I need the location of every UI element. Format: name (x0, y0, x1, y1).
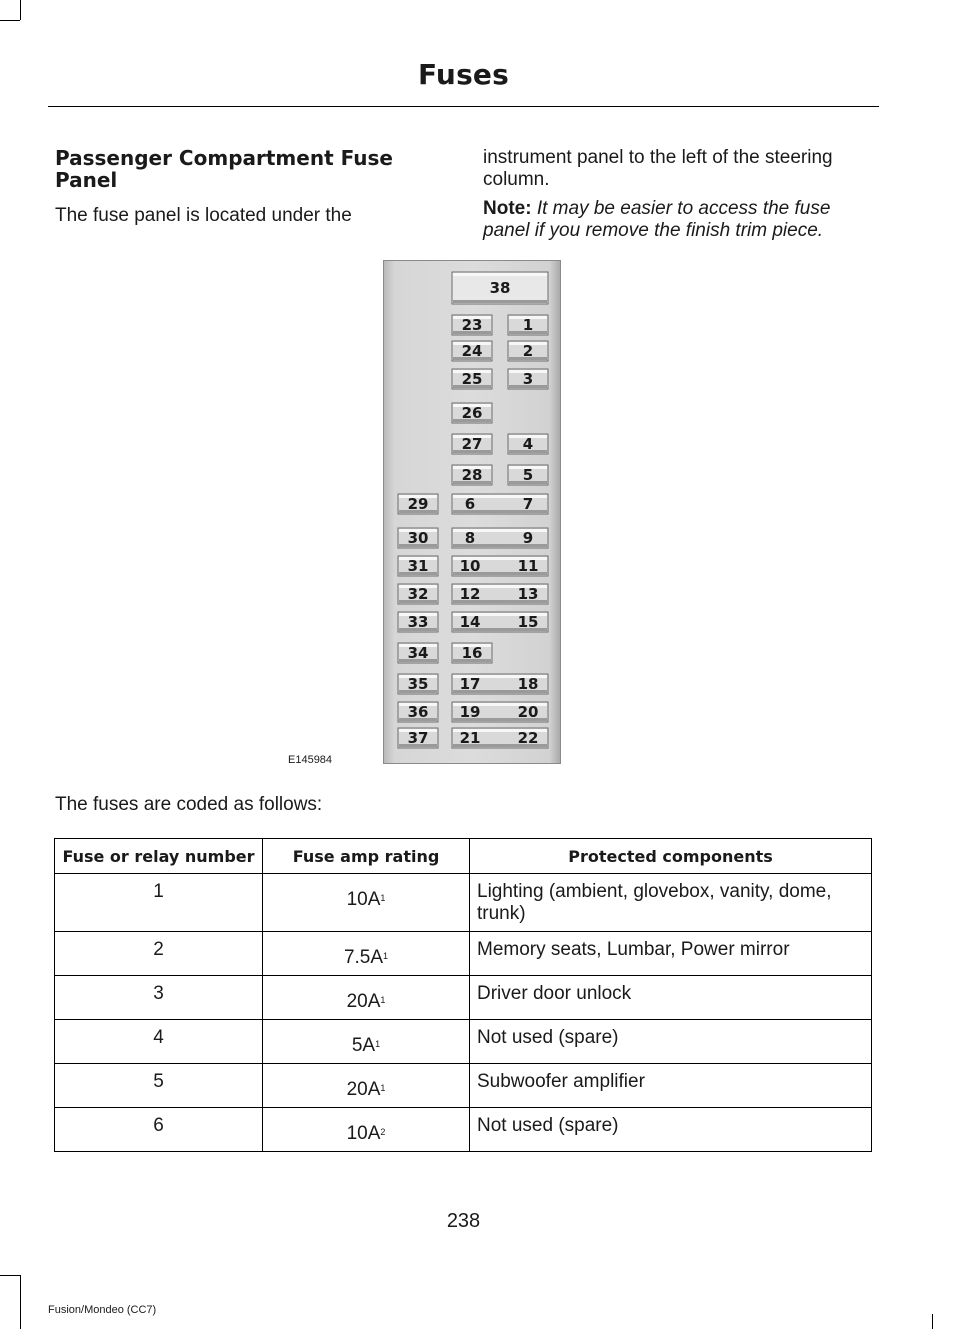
fuse-label: 18 (517, 675, 539, 693)
protected-components: Subwoofer amplifier (470, 1064, 872, 1108)
amp-rating (263, 1108, 470, 1152)
fuse-number: 3 (55, 976, 263, 1020)
note-label: Note: (483, 198, 532, 219)
footer-model: Fusion/Mondeo (CC7) (48, 1304, 157, 1316)
fuse-label: 11 (517, 557, 539, 575)
crop-mark (932, 1314, 933, 1329)
fuse-label: 2 (522, 342, 534, 360)
footnote-marker: 1 (375, 1039, 381, 1049)
fuse-slot-shadow (453, 300, 547, 303)
protected-components: Not used (spare) (470, 1020, 872, 1064)
fuse-label: 38 (489, 279, 511, 297)
fuse-label: 10 (459, 557, 481, 575)
table-header-row (55, 839, 872, 874)
table-intro: The fuses are coded as follows: (55, 794, 323, 815)
footnote-marker: 1 (380, 995, 386, 1005)
fuse-label: 4 (522, 435, 534, 453)
fuse-number: 1 (55, 874, 263, 932)
footnote-marker: 2 (380, 1127, 386, 1137)
protected-components: Lighting (ambient, glovebox, vanity, dome, trunk) (470, 874, 872, 932)
fuse-label: 20 (517, 703, 539, 721)
figure-code: E145984 (288, 754, 333, 766)
fuse-label: 30 (407, 529, 429, 547)
note-text: It may be easier to access the fuse panel if you remove the finish trim piece. (483, 198, 831, 241)
fuse-label: 37 (407, 729, 429, 747)
page-number: 238 (446, 1210, 481, 1232)
amp-value: 20A (346, 1079, 381, 1100)
amp-value: 10A (346, 889, 381, 910)
footnote-marker: 1 (380, 1083, 386, 1093)
fuse-panel-diagram (383, 260, 561, 764)
fuse-label: 25 (461, 370, 483, 388)
header-protected-components: Protected components (470, 839, 872, 874)
amp-rating (263, 1020, 470, 1064)
amp-rating (263, 976, 470, 1020)
header-rule (48, 106, 879, 107)
fuse-label: 6 (464, 495, 476, 513)
fuse-label: 14 (459, 613, 481, 631)
fuse-label: 32 (407, 585, 429, 603)
fuse-label: 5 (522, 466, 534, 484)
amp-rating (263, 1064, 470, 1108)
fuse-label: 12 (459, 585, 481, 603)
fuse-label: 29 (407, 495, 429, 513)
fuse-label: 35 (407, 675, 429, 693)
amp-value: 20A (346, 991, 381, 1012)
fuse-number: 4 (55, 1020, 263, 1064)
fuse-label: 16 (461, 644, 483, 662)
protected-components: Memory seats, Lumbar, Power mirror (470, 932, 872, 976)
fuse-label: 23 (461, 316, 483, 334)
page-title: Fuses (418, 58, 509, 91)
fuse-number: 5 (55, 1064, 263, 1108)
intro-right: instrument panel to the left of the steering column. (483, 147, 833, 190)
fuse-label: 19 (459, 703, 481, 721)
amp-rating (263, 874, 470, 932)
fuse-label: 22 (517, 729, 539, 747)
table-row (55, 932, 872, 976)
fuse-label: 24 (461, 342, 483, 360)
fuse-label: 9 (522, 529, 534, 547)
fuse-label: 7 (522, 495, 534, 513)
crop-mark (0, 20, 20, 21)
table-row (55, 874, 872, 932)
fuse-label: 13 (517, 585, 539, 603)
amp-value: 7.5A (343, 947, 384, 968)
table-row (55, 1020, 872, 1064)
fuse-table (54, 838, 872, 1152)
fuse-label: 36 (407, 703, 429, 721)
fuse-number: 2 (55, 932, 263, 976)
crop-mark (20, 0, 21, 20)
amp-rating (263, 932, 470, 976)
fuse-panel-svg (384, 261, 562, 765)
header-fuse-number: Fuse or relay number (55, 839, 263, 874)
fuse-label: 3 (522, 370, 534, 388)
fuse-label: 8 (464, 529, 476, 547)
fuse-label: 15 (517, 613, 539, 631)
table-row (55, 1108, 872, 1152)
protected-components: Not used (spare) (470, 1108, 872, 1152)
fuse-label: 28 (461, 466, 483, 484)
protected-components: Driver door unlock (470, 976, 872, 1020)
fuse-label: 27 (461, 435, 483, 453)
footnote-marker: 1 (383, 951, 389, 961)
header-amp-rating: Fuse amp rating (263, 839, 470, 874)
fuse-label: 34 (407, 644, 429, 662)
note (483, 198, 878, 242)
intro-left: The fuse panel is located under the (55, 205, 352, 226)
crop-mark (0, 1275, 20, 1276)
crop-mark (20, 1275, 21, 1329)
fuse-label: 1 (522, 316, 534, 334)
fuse-label: 31 (407, 557, 429, 575)
fuse-label: 17 (459, 675, 481, 693)
footnote-marker: 1 (380, 893, 386, 903)
fuse-label: 26 (461, 404, 483, 422)
table-row (55, 976, 872, 1020)
fuse-number: 6 (55, 1108, 263, 1152)
amp-value: 5A (351, 1035, 376, 1056)
fuse-label: 33 (407, 613, 429, 631)
section-heading: Passenger Compartment Fuse Panel (55, 146, 393, 192)
fuse-slot-highlight (453, 273, 547, 276)
amp-value: 10A (346, 1123, 381, 1144)
table-row (55, 1064, 872, 1108)
fuse-label: 21 (459, 729, 481, 747)
